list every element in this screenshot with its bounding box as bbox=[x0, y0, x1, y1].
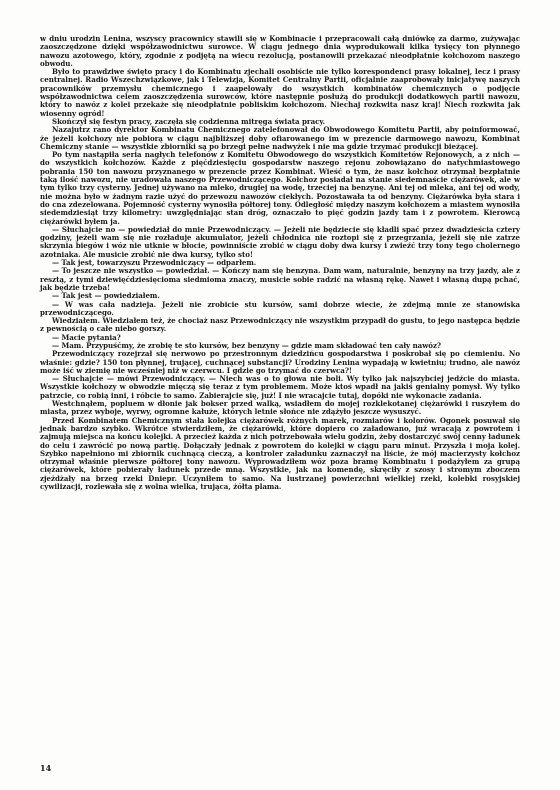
paragraph-14: Przewodniczący rozejrzał się nerwowo po przestronnym dziedzińcu gospodarstwa i poskrobał się po ciemieniu. No właśnie: gdzie? 150 ton płynnej, trującej, cuchnącej substancji? Urodziny Lenina wypadają w kwietniu; trudno, ale nawóz może iść w ziemię nie wcześniej niż w czerwcu. I gdzie go trzymać do czerwca?! bbox=[40, 349, 520, 375]
paragraph-2: Było to prawdziwe święto pracy i do Kombinatu zjechali osobiście nie tylko korespondenci prasy lokalnej, lecz i prasy centralnej. Radio Wszechzwiązkowe, jak i Telewizja, Komitet Centralny Partii, oficjalnie zaaprobowały inicjatywę naszych pracowników przemysłu chemicznego i zaapelowały do wszystkich kombinatów chemicznych o podjęcie współzawodnictwa celem zaoszczędzenia surowców, które następnie posłużą do produkcji dodatkowych partii nawozu, który to nawóz z kolei przekaże się nieodpłatnie pobliskim kołchozom. Niechaj rozkwita nasz kraj! Niech rozkwita jak wiosenny ogród! bbox=[40, 67, 520, 118]
paragraph-6: — Słuchajcie no — powiedział do mnie Przewodniczący. — Jeżeli nie będziecie się kładli spać przez dwadzieścia cztery godziny, jeżeli wam się nie rozładuje akumulator, jeżeli chłodnica nie roztopi się z przegrzania, jeżeli się nie zatrze skrzynia biegów i wóz nie utknie w błocie, powinniście zrobić w ciągu doby dwa kursy i zwieźć trzy tony tego cholernego azotniaka. Ale musicie zrobić nie dwa kursy, tylko sto! bbox=[40, 224, 520, 259]
paragraph-8: — To jeszcze nie wszystko — powiedział. — Kończy nam się benzyna. Dam wam, naturalnie, benzyny na trzy jazdy, ale z resztą, z tymi dziewięćdziesięcioma siedmioma znaczy, musicie sobie radzić na własną rękę. Nawet i własną dupą pchać, jak będzie trzeba! bbox=[40, 266, 520, 292]
paragraph-13: — Mam. Przypuśćmy, że zrobię te sto kursów, bez benzyny — gdzie mam składować ten cały nawóz? bbox=[52, 340, 442, 350]
paragraph-5: Po tym nastąpiła seria nagłych telefonów z Komitetu Obwodowego do wszystkich Komitetów Rejonowych, a z nich — do wszystkich kołchozów. Każde z pięćdziesięciu gospodarstw naszego rejonu zobowiązano do natychmiastowego pobrania 150 ton nawozu przyznanego w prezencie przez Kombinat. Wieść o tym, że nasz kołchoz otrzymał bezpłatnie taką ilość nawozu, nie uradowała naszego Przewodniczącego. Kołchoz posiadał na stanie siedemnaście ciężarówek, ale w tym tylko trzy cysterny. Jednej używano na mleko, drugiej na wodę, trzeciej na benzynę. Ani tej od mleka, ani tej od wody, nie można było w żadnym razie użyć do przewozu nawozów ciekłych. Pozostawała ta od benzyny. Ciężarówka była stara i do cna zdezelowana. Pojemność cysterny wynosiła półtorej tony. Odległość między naszym kołchozem a miastem wynosiła siedemdziesiąt trzy kilometry: uwzględniając stan dróg, oznaczało to pięć godzin jazdy tam i z powrotem. Kierowcą ciężarówki byłem ja. bbox=[40, 150, 520, 226]
page-number: 14 bbox=[40, 763, 52, 773]
paragraph-15: — Słuchajcie — mówi Przewodniczący. — Niech was o to głowa nie boli. Wy tylko jak najszybciej jedźcie do miasta. Wszystkie kołchozy w obwodzie mięczą się teraz z tym problemem. Może ktoś wpadł na jakiś genialny pomysł. Wy tylko patrzcie, co robią inni, i róbcie to samo. Zabierajcie się, już! I nie wracajcie tutaj, dopóki nie wykonacie zadania. bbox=[40, 374, 520, 400]
paragraph-9: — Tak jest — powiedziałem. bbox=[52, 291, 160, 301]
paragraph-16: Westchnąłem, popluem w dłonie jak bokser przed walką, wsiadłem do mojej rozklekotanej ciężarówki i ruszyłem do miasta, przez wyboje, wyrwy, ogromne kałuże, których letnie słońce nie zdążyło jeszcze wysuszyć. bbox=[40, 399, 520, 417]
body-text bbox=[40, 35, 520, 491]
paragraph-1: w dniu urodzin Lenina, wszyscy pracownicy stawili się w Kombinacie i przepracowali całą dniówkę za darmo, zużywając zaoszczędzone dzięki współzawodnictwu surowce. W ciągu jednego dnia wyprodukowali kilka tysięcy ton płynnego nawozu azotowego, który, zgodnie z podjętą na wiecu rezolucją, postanowili przekazać nieodpłatnie kołchozom naszego obwodu. bbox=[40, 34, 520, 68]
paragraph-11: Wiedziałem. Wiedziałem też, że chociaż nasz Przewodniczący nie wszystkim przypadł do gustu, to jego następca będzie z pewnością o całe niebo gorszy. bbox=[40, 316, 520, 334]
paragraph-4: Nazajutrz rano dyrektor Kombinatu Chemicznego zatelefonował do Obwodowego Komitetu Partii, aby poinformować, że jeżeli kołchozy nie pobiorą w ciągu najbliższej doby ofiarowanego im w prezencie darmowego nawozu, Kombinat Chemiczny stanie — wszystkie zbiorniki są po brzegi pełne nadwyżek i nie ma gdzie trzymać produkcji bieżącej. bbox=[40, 125, 520, 151]
paragraph-7: — Tak jest, towarzyszu Przewodniczący — odparłem. bbox=[52, 258, 257, 268]
paragraph-10: — W was cała nadzieja. Jeżeli nie zrobicie stu kursów, sami dobrze wiecie, że zdejmą mnie ze stanowiska przewodniczącego. bbox=[40, 299, 520, 317]
paragraph-3: Skończył się festyn pracy, zaczęła się codzienna mitręga świata pracy. bbox=[52, 116, 326, 126]
paragraph-12: — Macie pytania? bbox=[52, 332, 121, 342]
paragraph-17: Przed Kombinatem Chemicznym stała kolejka ciężarówek różnych marek, rozmiarów i kolorów. Ogonek posuwał się jednak bardzo szybko. Wkrótce stwierdziłem, że ciężarówki, które dopiero co załadowano, już wracają z powrotem i zajmują miejsca na końcu kolejki. A przecież każda z nich potrzebowała wielu godzin, żeby dostarczyć swój cenny ładunek do celu i zawrócić po nową partię. Dołączały jednak z powrotem do kolejki w ciągu paru minut. Przyszła i moja kolej. Szybko napełniono mi zbiornik cuchnącą cieczą, a kontroler załadunku zaznaczył na liście, że mój macierzysty kołchoz otrzymał właśnie pierwsze półtorej tony nawozu. Wyprowadziłem wóz poza bramę Kombinatu i podążyłem za grupą ciężarówek, które pobierały ładunek przede mną. Wszystkie, jak na komendę, skręciły z szosy i stromym zboczem zjeżdżały na brzeg rzeki Dniepr. Uczyniłem to samo. Na lustrzanej powierzchni wielkiej rzeki, kolebki rosyjskiej cywilizacji, rozlewała się z wolna wielka, trująca, żółta plama. bbox=[40, 415, 520, 492]
